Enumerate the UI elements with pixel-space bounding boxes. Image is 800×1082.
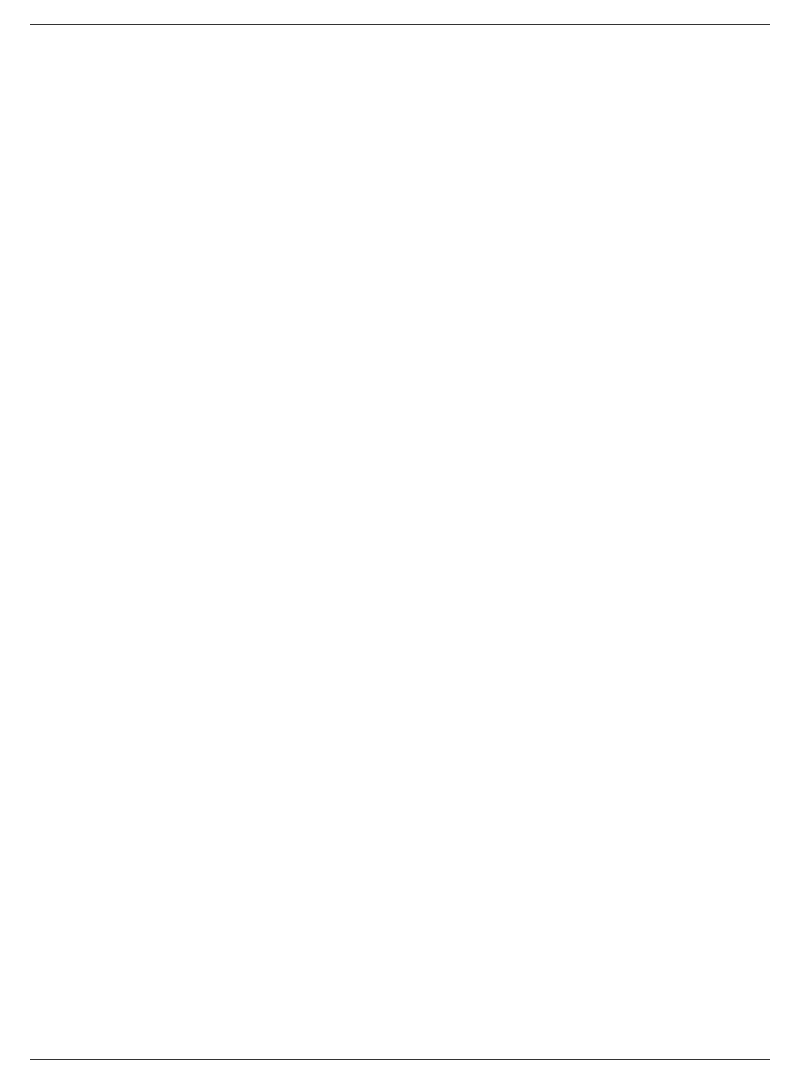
column-3 [533, 39, 770, 939]
columns [30, 39, 770, 939]
publication-footer [30, 1059, 770, 1064]
column-1 [30, 39, 267, 939]
running-head [30, 20, 770, 25]
column-2 [281, 39, 518, 939]
